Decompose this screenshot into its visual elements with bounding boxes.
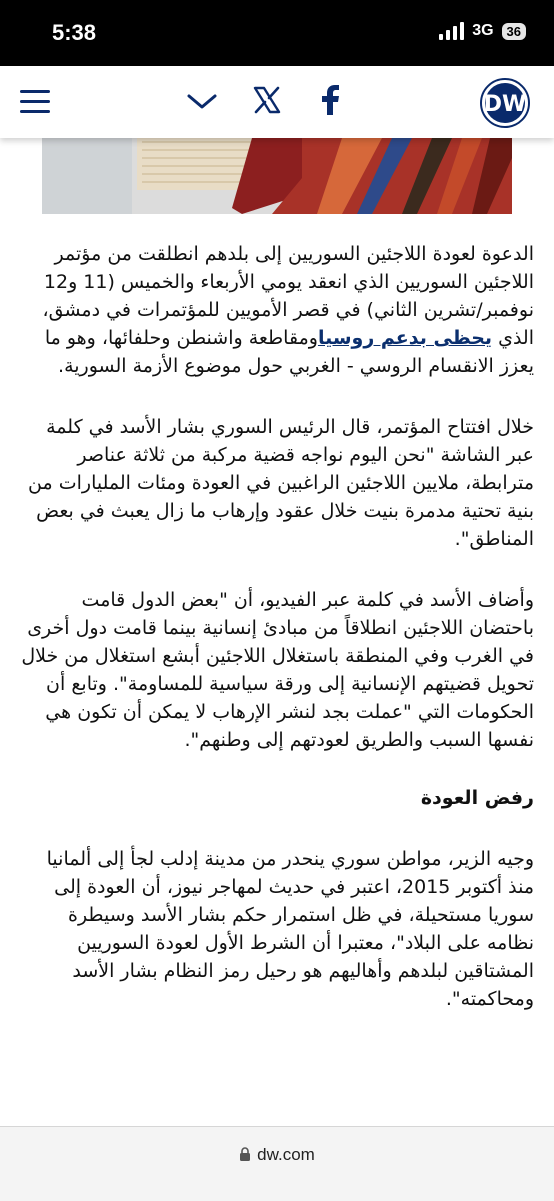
url-text: dw.com [257, 1145, 315, 1164]
paragraph-text: الدعوة لعودة اللاجئين السوريين إلى بلدهم انطلقت من مؤتمر اللاجئين السوريين الذي انعقد يومي الأربعاء والخميس (11 و12 نوفمبر/تشرين الثاني) في قصر الأمويين للمؤتمرات في دمشق، الذي [42, 243, 534, 349]
status-bar [0, 0, 554, 66]
russia-support-link[interactable]: يحظى بدعم روسيا [317, 327, 493, 349]
dw-logo-text: DW [483, 92, 527, 117]
dw-logo[interactable] [472, 78, 538, 132]
lock-icon [239, 1147, 251, 1167]
section-heading: رفض العودة [420, 787, 534, 809]
article-paragraph-3: وأضاف الأسد في كلمة عبر الفيديو، أن "بعض الدول قامت باحتضان اللاجئين انطلاقاً من مبادئ إنسانية بينما قامت دول أخرى في الغرب وفي المنطقة باستغلال اللاجئين أبشع استغلال من خلال تحويل قضيتهم الإنسانية إلى ورقة سياسية للمساومة". وتابع أن الحكومات التي "عملت بجد لنشر الإرهاب لا يمكن أن تكون هي نفسها السبب والطريق لعودتهم إلى وطنهم". [21, 589, 534, 751]
status-time: 5:38 [52, 20, 97, 45]
browser-url-bar[interactable] [0, 1126, 554, 1201]
battery-icon: 36 [502, 23, 526, 40]
article-body [0, 240, 554, 1046]
article-paragraph-4: وجيه الزير، مواطن سوري ينحدر من مدينة إدلب لجأ إلى ألمانيا منذ أكتوبر 2015، اعتبر في حديث لمهاجر نيوز، أن العودة إلى سوريا مستحيلة، في ظل استمرار حكم بشار الأسد وسيطرة نظامه على البلاد"، معتبرا أن الشرط الأول لعودة السوريين المشتاقين لبلدهم وأهاليهم هو رحيل رمز النظام بشار الأسد ومحاكمته". [46, 848, 534, 1010]
url-display[interactable] [0, 1145, 554, 1167]
network-type: 3G [472, 22, 494, 39]
article-paragraph-2: خلال افتتاح المؤتمر، قال الرئيس السوري بشار الأسد في كلمة عبر الشاشة "نحن اليوم نواجه قضية مركبة من ثلاثة عناصر مترابطة، ملايين اللاجئين الراغبين في العودة ومئات المليارات من بنية تحتية مدمرة بنيت خلال عقود وإرهاب ما زال يعبث في بعض المناطق". [28, 416, 534, 550]
x-icon[interactable] [253, 86, 281, 118]
article-paragraph-1 [20, 240, 534, 380]
status-indicators [439, 22, 526, 40]
site-header [0, 66, 554, 138]
article-image [42, 138, 512, 214]
facebook-icon[interactable] [320, 85, 340, 119]
chevron-down-icon[interactable] [186, 92, 218, 116]
menu-icon[interactable] [20, 88, 52, 120]
signal-icon [439, 22, 464, 40]
paragraph-text: ومقاطعة واشنطن وحلفائها، وهو ما يعزز الانقسام الروسي - الغربي حول موضوع الأزمة السورية. [44, 327, 534, 377]
